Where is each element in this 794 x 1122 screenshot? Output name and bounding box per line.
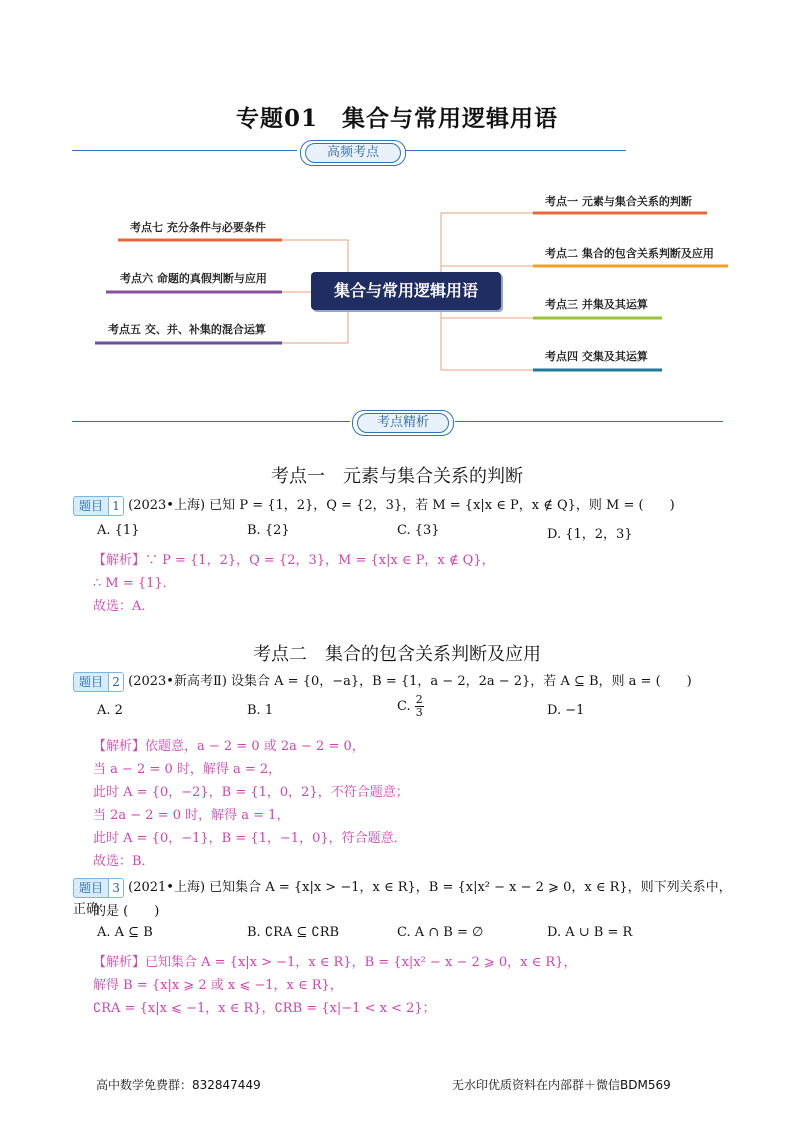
- connector-left-1: [282, 240, 348, 272]
- mindmap-node-4: 考点四 交集及其运算: [545, 350, 648, 363]
- fraction-denominator: 3: [415, 706, 423, 719]
- q1-analysis-2: ∴ M = {1}．: [93, 576, 176, 591]
- question-badge: 题目: [73, 878, 109, 898]
- connector-left-3: [282, 310, 348, 343]
- banner-analysis: [352, 410, 454, 436]
- q2-option-a: A. 2: [97, 703, 123, 718]
- q2-option-c-label: C.: [397, 699, 411, 714]
- question-number: 3: [108, 878, 124, 898]
- q3-option-d: D. A ∪ B = R: [547, 925, 633, 940]
- q2-option-b: B. 1: [247, 703, 274, 718]
- connector-right-4: [441, 318, 533, 370]
- q3-analysis-2: 解得 B = {x|x ⩾ 2 或 x ⩽ −1，x ∈ R}，: [93, 978, 343, 993]
- question-badge: 题目: [73, 672, 109, 692]
- mindmap-node-1: 考点一 元素与集合关系的判断: [545, 195, 692, 208]
- question-1: [73, 494, 733, 516]
- question-2: [73, 670, 733, 692]
- q2-analysis-4: 当 2a − 2 = 0 时，解得 a = 1，: [93, 808, 290, 823]
- question-stem: (2021•上海) 已知集合 A = {x|x > −1，x ∈ R}，B = {x|x² − x − 2 ⩾ 0，x ∈ R}，则下列关系中，正确: [73, 880, 732, 917]
- q1-analysis-3: 故选：A．: [93, 599, 155, 614]
- fraction-numerator: 2: [415, 693, 423, 706]
- banner-high-frequency-label: 高频考点: [305, 143, 401, 163]
- question-stem: (2023•新高考Ⅱ) 设集合 A = {0，−a}，B = {1，a − 2，2a − 2}，若 A ⊆ B，则 a = ( ): [128, 674, 692, 689]
- q2-option-d: D. −1: [547, 703, 585, 718]
- q1-option-c: C. {3}: [397, 523, 440, 538]
- fraction: [415, 694, 424, 719]
- question-stem: (2023•上海) 已知 P = {1，2}，Q = {2，3}，若 M = {x|x ∈ P，x ∉ Q}，则 M = ( ): [128, 498, 675, 513]
- section-heading-2: 考点二 集合的包含关系判断及应用: [253, 644, 541, 665]
- q3-option-a: A. A ⊆ B: [97, 925, 153, 940]
- q3-analysis-1: 【解析】已知集合 A = {x|x > −1，x ∈ R}，B = {x|x² − x − 2 ⩾ 0，x ∈ R}，: [93, 955, 577, 970]
- q2-analysis-5: 此时 A = {0，−1}，B = {1，−1，0}，符合题意．: [93, 831, 407, 846]
- question-3-stem-cont: 的是 ( ): [93, 904, 160, 919]
- banner-analysis-label: 考点精析: [357, 413, 449, 433]
- banner-high-frequency: [300, 140, 406, 166]
- footer-left: 高中数学免费群：832847449: [96, 1078, 261, 1092]
- question-3: [73, 876, 733, 917]
- q3-option-c: C. A ∩ B = ∅: [397, 925, 484, 940]
- question-number: 1: [108, 496, 124, 516]
- q3-analysis-3: ∁RA = {x|x ⩽ −1，x ∈ R}，∁RB = {x|−1 < x < 2}；: [93, 1001, 436, 1016]
- q1-option-a: A. {1}: [97, 523, 140, 538]
- mindmap-node-3: 考点三 并集及其运算: [545, 298, 648, 311]
- q3-option-b: B. ∁RA ⊆ ∁RB: [247, 925, 340, 940]
- q1-option-d: D. {1，2，3}: [547, 527, 633, 542]
- mindmap-node-5: 考点五 交、并、补集的混合运算: [108, 323, 266, 336]
- divider-left-2: [72, 421, 350, 422]
- question-number: 2: [108, 672, 124, 692]
- mindmap-node-6: 考点六 命题的真假判断与应用: [120, 272, 267, 285]
- mindmap-node-7: 考点七 充分条件与必要条件: [130, 221, 266, 234]
- mindmap-node-2: 考点二 集合的包含关系判断及应用: [545, 247, 714, 260]
- connector-right-1: [441, 213, 533, 280]
- section-heading-1: 考点一 元素与集合关系的判断: [271, 466, 523, 487]
- page-title: 专题01 集合与常用逻辑用语: [235, 105, 558, 132]
- mindmap-center: 集合与常用逻辑用语: [311, 272, 501, 310]
- divider-right-1: [404, 150, 626, 151]
- q2-analysis-3: 此时 A = {0，−2}，B = {1，0，2}，不符合题意；: [93, 785, 409, 800]
- q2-analysis-6: 故选：B．: [93, 854, 155, 869]
- divider-right-2: [455, 421, 723, 422]
- q2-analysis-1: 【解析】依题意，a − 2 = 0 或 2a − 2 = 0，: [93, 739, 365, 754]
- divider-left-1: [72, 150, 297, 151]
- q2-analysis-2: 当 a − 2 = 0 时，解得 a = 2，: [93, 762, 282, 777]
- q1-option-b: B. {2}: [247, 523, 290, 538]
- footer-right: 无水印优质资料在内部群＋微信BDM569: [452, 1078, 671, 1092]
- q1-analysis-1: 【解析】∵ P = {1，2}，Q = {2，3}，M = {x|x ∈ P，x ∉ Q}，: [93, 553, 495, 568]
- q2-option-c: [397, 694, 424, 719]
- question-badge: 题目: [73, 496, 109, 516]
